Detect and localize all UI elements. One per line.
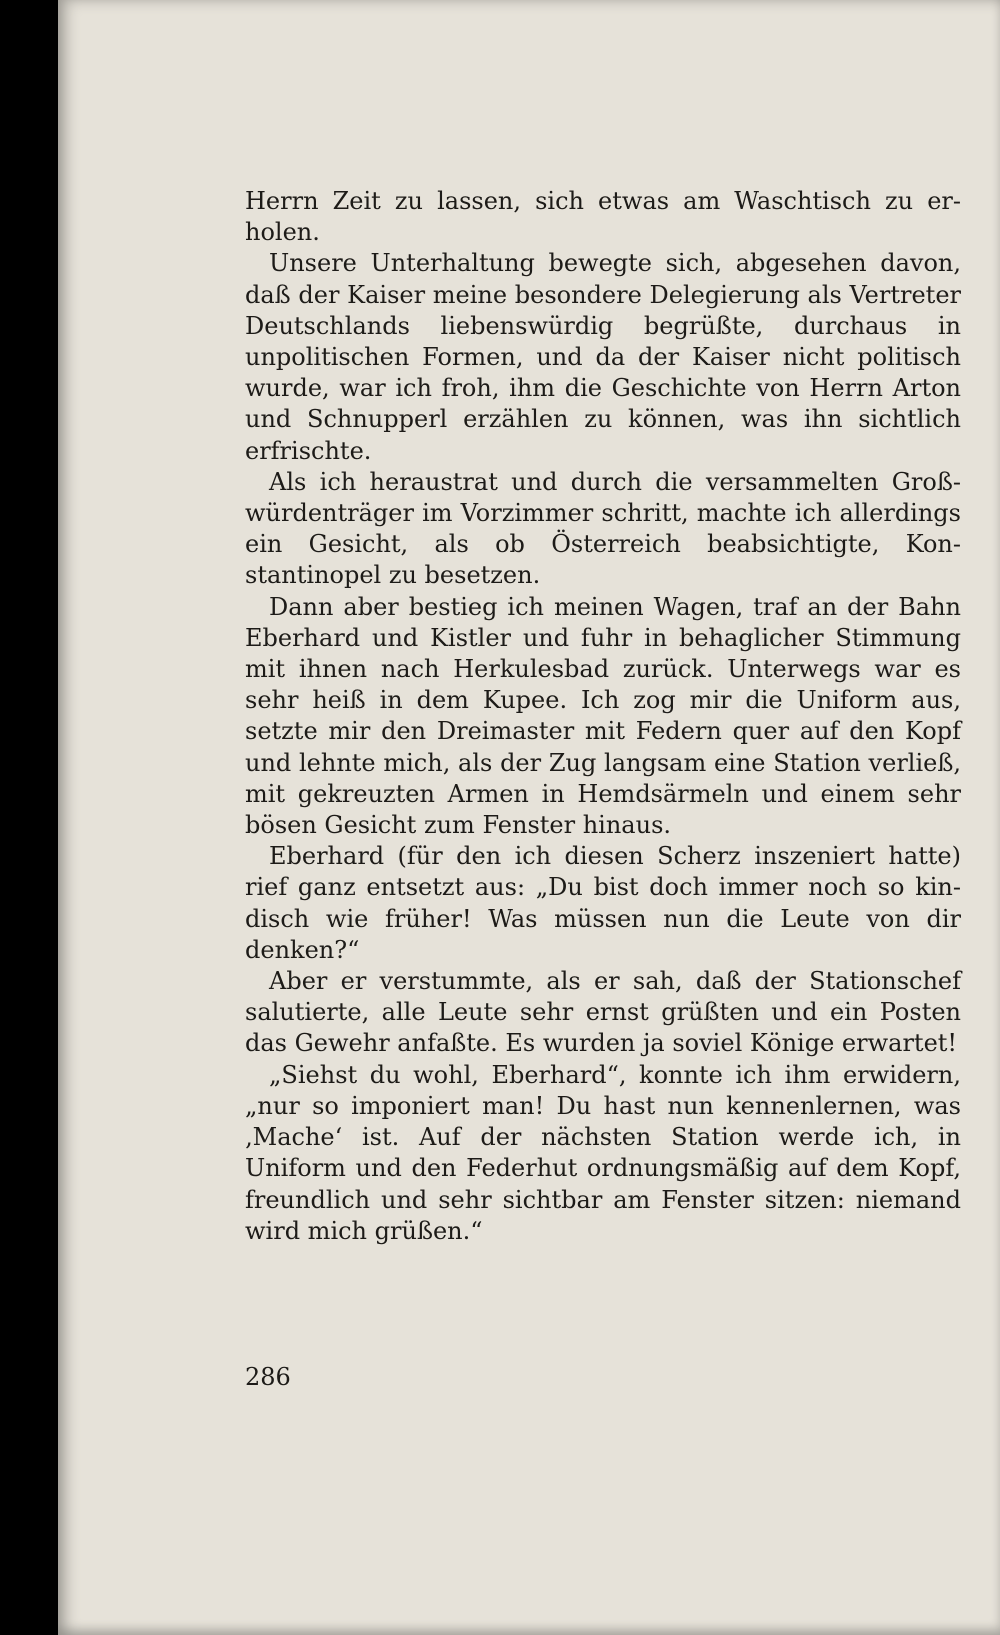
paragraph: Aber er verstummte, als er sah, daß der Stationschef salutierte, alle Leute sehr ernst grüßten und ein Posten das Gewehr anfaßte. Es wurden ja soviel Könige erwartet!	[245, 967, 961, 1058]
body-text	[245, 186, 961, 1247]
page-number: 286	[245, 1363, 291, 1391]
paragraph: Dann aber bestieg ich meinen Wagen, traf an der Bahn Eberhard und Kistler und fuhr in behaglicher Stimmung mit ihnen nach Herkulesbad zurück. Unterwegs war es sehr heiß in dem Kupee. Ich zog mir die Uniform aus, setzte mir den Dreimaster mit Federn quer auf den Kopf und lehnte mich, als der Zug langsam eine Station verließ, mit gekreuzten Armen in Hemdsärmeln und einem sehr bösen Gesicht zum Fenster hinaus.	[245, 592, 961, 840]
paragraph: „Siehst du wohl, Eberhard“, konnte ich ihm erwidern, „nur so imponiert man! Du hast nun kennenlernen, was ‚Mache‘ ist. Auf der nächsten Station werde ich, in Uniform und den Federhut ordnungsmäßig auf dem Kopf, freundlich und sehr sichtbar am Fenster sitzen: niemand wird mich grüßen.“	[245, 1060, 961, 1245]
paragraph: Unsere Unterhaltung bewegte sich, abgesehen davon, daß der Kaiser meine besondere Delegierung als Vertreter Deutschlands liebenswürdig begrüßte, durchaus in unpolitischen Formen, und da der Kaiser nicht politisch wurde, war ich froh, ihm die Geschichte von Herrn Arton und Schnupperl erzählen zu können, was ihn sichtlich erfrischte.	[245, 249, 961, 465]
book-page	[58, 0, 1000, 1635]
paragraph: Herrn Zeit zu lassen, sich etwas am Waschtisch zu erholen.	[245, 187, 961, 247]
paragraph: Eberhard (für den ich diesen Scherz inszeniert hatte) rief ganz entsetzt aus: „Du bist doch immer noch so kindisch wie früher! Was müssen nun die Leute von dir denken?“	[245, 842, 961, 964]
paragraph: Als ich heraustrat und durch die versammelten Großwürdenträger im Vorzimmer schritt, machte ich allerdings ein Gesicht, als ob Österreich beabsichtigte, Konstantinopel zu besetzen.	[245, 467, 961, 590]
